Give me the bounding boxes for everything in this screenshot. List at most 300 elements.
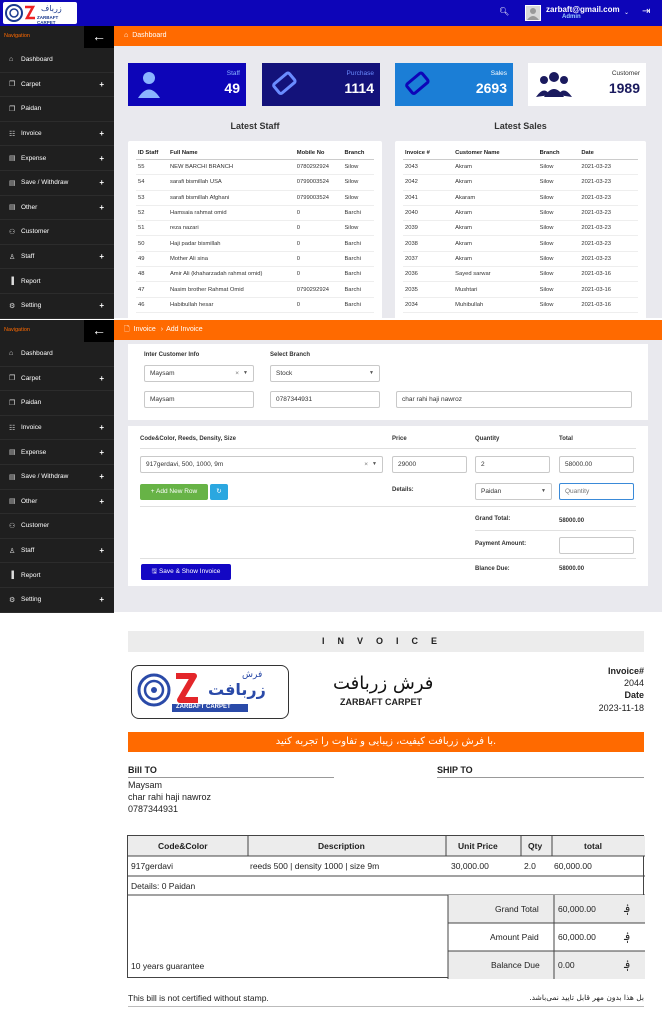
- sidebar-item-label: Expense: [21, 154, 47, 162]
- invoice-number-label: Invoice#: [607, 666, 644, 676]
- save-show-invoice-button[interactable]: [141, 564, 231, 580]
- sidebar-item-label: Save / Withdraw: [21, 473, 69, 481]
- table-row[interactable]: [403, 267, 638, 282]
- table-cell: Barchi: [342, 236, 374, 251]
- user-role: Admin: [562, 14, 581, 20]
- sidebar-item-invoice[interactable]: [0, 122, 114, 147]
- expand-plus-icon[interactable]: +: [99, 496, 104, 506]
- users-icon: ⚇: [9, 228, 16, 236]
- table-cell: Barchi: [342, 205, 374, 220]
- money-icon: ▤: [9, 449, 16, 457]
- afghani-icon: ؋: [624, 958, 631, 971]
- logout-icon[interactable]: ⇥: [642, 6, 651, 17]
- table-row[interactable]: [136, 190, 374, 205]
- sidebar-nav: [0, 26, 114, 318]
- file-icon: ☷: [9, 424, 16, 432]
- logo-ar-text: زربافت: [208, 680, 266, 699]
- stat-purchase[interactable]: [262, 63, 380, 106]
- ticket-icon: [403, 69, 433, 105]
- back-arrow-icon[interactable]: ←: [84, 26, 114, 48]
- sidebar-item-carpet[interactable]: [0, 367, 114, 392]
- breadcrumb: [114, 26, 662, 46]
- sidebar-item-expense[interactable]: [0, 146, 114, 171]
- back-arrow-icon[interactable]: ←: [84, 320, 114, 342]
- stat-purchase-label: Purchase: [346, 70, 374, 77]
- chevron-down-icon: ▼: [369, 370, 374, 376]
- expand-plus-icon[interactable]: +: [99, 252, 104, 262]
- sidebar-title: Navigation: [4, 327, 30, 333]
- home-icon: ⌂: [9, 350, 14, 358]
- stat-staff[interactable]: [128, 63, 246, 106]
- sidebar-item-save-withdraw[interactable]: [0, 465, 114, 490]
- user-icon: ♙: [9, 547, 16, 555]
- company-name-en: ZARBAFT CARPET: [340, 697, 422, 707]
- expand-plus-icon[interactable]: +: [99, 129, 104, 139]
- table-cell: 46: [136, 297, 168, 312]
- expand-plus-icon[interactable]: +: [99, 153, 104, 163]
- logo-ar-small: فرش: [242, 670, 263, 680]
- sidebar-title: Navigation: [4, 33, 30, 39]
- bill-to-heading: Bill TO: [128, 765, 157, 775]
- sidebar-item-invoice[interactable]: [0, 416, 114, 441]
- clear-icon[interactable]: ×: [364, 461, 368, 468]
- sidebar-item-label: Save / Withdraw: [21, 179, 69, 187]
- sidebar-item-setting[interactable]: [0, 588, 114, 613]
- search-icon[interactable]: 🔍︎: [499, 7, 510, 16]
- latest-staff-panel: [128, 141, 382, 318]
- invoice-details: Details: 0 Paidan: [131, 881, 196, 891]
- add-row-button[interactable]: + Add New Row: [140, 484, 208, 500]
- user-icon: [136, 69, 162, 105]
- invoice-logo: [131, 665, 289, 719]
- breadcrumb-dashboard[interactable]: Dashboard: [132, 32, 167, 39]
- customer-phone-input[interactable]: 0787344931: [270, 391, 380, 408]
- branch-select-value: Stock: [276, 370, 293, 377]
- divider: [128, 1006, 644, 1007]
- column-header: Branch: [538, 147, 580, 160]
- table-cell: Silow: [342, 160, 374, 175]
- column-header: Invoice #: [403, 147, 453, 160]
- add-invoice-main: [114, 320, 662, 612]
- staff-table: [136, 147, 374, 313]
- table-cell: 52: [136, 205, 168, 220]
- sidebar-item-label: Paidan: [21, 399, 42, 407]
- sidebar-item-label: Other: [21, 497, 38, 505]
- sidebar-item-label: Staff: [21, 547, 35, 555]
- clear-icon[interactable]: ×: [235, 370, 239, 377]
- table-row[interactable]: [136, 160, 374, 175]
- invoice-date: 2023-11-18: [598, 703, 644, 713]
- sidebar-item-label: Customer: [21, 522, 50, 530]
- sidebar-item-label: Report: [21, 571, 41, 579]
- refresh-button[interactable]: [210, 484, 228, 500]
- refresh-icon: ↻: [216, 488, 222, 495]
- cell-unit-price: 30,000.00: [451, 861, 489, 871]
- table-cell: Akram: [453, 175, 537, 190]
- table-cell: Akram: [453, 251, 537, 266]
- table-cell: Barchi: [342, 251, 374, 266]
- sidebar-item-report[interactable]: [0, 269, 114, 294]
- gear-icon: ⚙: [9, 302, 16, 310]
- divider: [475, 530, 636, 531]
- table-cell: sarafi bismillah USA: [168, 175, 295, 190]
- table-cell: 0: [295, 251, 343, 266]
- sidebar-item-label: Paidan: [21, 105, 42, 113]
- logo-en-text: ZARBAFT CARPET: [176, 704, 231, 710]
- grand-total-label: Grand Total: [495, 904, 539, 914]
- table-row[interactable]: [403, 251, 638, 266]
- sidebar-item-carpet[interactable]: [0, 73, 114, 98]
- sidebar-item-other[interactable]: [0, 490, 114, 515]
- sales-table: [403, 147, 638, 313]
- table-cell: 51: [136, 221, 168, 236]
- divider: [140, 558, 636, 559]
- stat-customer-value: 1989: [608, 80, 640, 96]
- bill-to-name: Maysam: [128, 780, 163, 790]
- user-email[interactable]: zarbaft@gmail.com: [546, 5, 620, 14]
- tag-icon: ❐: [9, 81, 16, 89]
- table-cell: Haji padar bismillah: [168, 236, 295, 251]
- table-cell: 2021-03-23: [579, 205, 638, 220]
- table-row[interactable]: [403, 282, 638, 297]
- table-cell: 0: [295, 236, 343, 251]
- expand-plus-icon[interactable]: +: [99, 79, 104, 89]
- table-cell: 0780292924: [295, 160, 343, 175]
- column-header: Customer Name: [453, 147, 537, 160]
- amount-paid-label: Amount Paid: [490, 932, 539, 942]
- table-cell: Habibullah hesar: [168, 297, 295, 312]
- table-cell: 50: [136, 236, 168, 251]
- table-row[interactable]: [403, 160, 638, 175]
- cell-qty: 2.0: [524, 861, 536, 871]
- table-cell: Barchi: [342, 297, 374, 312]
- sidebar-nav: [0, 320, 114, 612]
- balance-due-label: Balance Due: [491, 960, 540, 970]
- latest-sales-panel: [395, 141, 646, 318]
- breadcrumb-invoice[interactable]: Invoice: [133, 326, 156, 333]
- price-input[interactable]: 29000: [392, 456, 467, 473]
- stat-staff-label: Staff: [226, 70, 240, 77]
- customer-info-label: Inter Customer Info: [144, 352, 200, 358]
- balance-due-value: 58000.00: [559, 566, 585, 572]
- table-cell: 2043: [403, 160, 453, 175]
- grand-total-value: 60,000.00: [558, 904, 596, 914]
- stat-sales-label: Sales: [490, 70, 507, 77]
- table-row[interactable]: [136, 221, 374, 236]
- column-header: Branch: [342, 147, 374, 160]
- column-header: Full Name: [168, 147, 295, 160]
- payment-amount-label: Payment Amount:: [475, 541, 527, 547]
- divider: [140, 506, 636, 507]
- total-column-label: Total: [559, 436, 573, 442]
- table-cell: Muhibullah: [453, 297, 537, 312]
- table-cell: Silow: [538, 160, 580, 175]
- table-cell: Silow: [538, 190, 580, 205]
- home-icon[interactable]: ⌂: [124, 32, 129, 39]
- sidebar-items: [0, 48, 114, 319]
- sidebar-item-customer[interactable]: [0, 514, 114, 539]
- invoice-items-table: [127, 835, 644, 978]
- sidebar-item-customer[interactable]: [0, 220, 114, 245]
- sidebar-item-label: Setting: [21, 302, 42, 310]
- table-row[interactable]: [136, 297, 374, 312]
- item-select[interactable]: [140, 456, 383, 473]
- col-description: Description: [318, 841, 365, 851]
- invoice-number: 2044: [623, 678, 644, 688]
- table-row[interactable]: [403, 236, 638, 251]
- table-cell: 2021-03-23: [579, 160, 638, 175]
- table-cell: 2021-03-16: [579, 282, 638, 297]
- table-cell: 2035: [403, 282, 453, 297]
- invoice-date-label: Date: [624, 690, 644, 700]
- sidebar-item-label: Customer: [21, 228, 50, 236]
- invoice-heading: INVOICE: [128, 631, 644, 652]
- table-cell: 47: [136, 282, 168, 297]
- balance-due-value: 0.00: [558, 960, 575, 970]
- sidebar-item-setting[interactable]: [0, 294, 114, 319]
- tag-icon: ❐: [9, 105, 16, 113]
- sidebar-item-save-withdraw[interactable]: [0, 171, 114, 196]
- balance-due-label: Blance Due:: [475, 566, 510, 572]
- stat-staff-value: 49: [224, 80, 240, 96]
- table-cell: 2037: [403, 251, 453, 266]
- divider: [140, 448, 636, 449]
- chart-icon: ▐: [9, 571, 14, 579]
- afghani-icon: ؋: [624, 930, 631, 943]
- sidebar-item-expense[interactable]: [0, 440, 114, 465]
- table-cell: Barchi: [342, 267, 374, 282]
- company-name-ar: فرش زربافت: [333, 673, 434, 694]
- table-cell: Silow: [538, 297, 580, 312]
- col-unit-price: Unit Price: [458, 841, 498, 851]
- sidebar-item-staff[interactable]: [0, 245, 114, 270]
- items-card: [128, 426, 648, 586]
- customer-card: [128, 344, 648, 420]
- sidebar-item-paidan[interactable]: [0, 391, 114, 416]
- cell-description: reeds 500 | density 1000 | size 9m: [250, 861, 380, 871]
- table-cell: Silow: [538, 282, 580, 297]
- bill-to-address: char rahi haji nawroz: [128, 792, 212, 802]
- divider: [437, 777, 644, 778]
- table-cell: Sayed sarwar: [453, 267, 537, 282]
- sidebar-header: [0, 320, 114, 342]
- sidebar-item-label: Dashboard: [21, 350, 53, 358]
- table-cell: Silow: [538, 236, 580, 251]
- logo-en-text: ZARBAFT CARPET: [37, 15, 59, 25]
- stat-customer-label: Customer: [611, 70, 640, 77]
- col-qty: Qty: [528, 841, 543, 851]
- stat-customer[interactable]: [528, 63, 646, 106]
- bill-to-phone: 0787344931: [128, 804, 179, 814]
- sidebar-item-other[interactable]: [0, 196, 114, 221]
- table-cell: Silow: [538, 175, 580, 190]
- expand-plus-icon[interactable]: +: [99, 178, 104, 188]
- money-icon: ▤: [9, 155, 16, 163]
- table-cell: 2021-03-23: [579, 221, 638, 236]
- table-cell: Akram: [453, 160, 537, 175]
- quantity-input[interactable]: 2: [475, 456, 550, 473]
- item-column-label: Code&Color, Reeds, Density, Size: [140, 436, 236, 442]
- payment-amount-input[interactable]: [559, 537, 634, 554]
- sidebar-item-label: Carpet: [21, 80, 41, 88]
- table-cell: 54: [136, 175, 168, 190]
- table-cell: Mushtari: [453, 282, 537, 297]
- table-cell: 48: [136, 267, 168, 282]
- sidebar-item-dashboard[interactable]: [0, 342, 114, 367]
- expand-plus-icon[interactable]: +: [99, 447, 104, 457]
- grand-total-label: Grand Total:: [475, 516, 511, 522]
- stat-sales[interactable]: [395, 63, 513, 106]
- sidebar-item-report[interactable]: [0, 563, 114, 588]
- table-cell: 0: [295, 221, 343, 236]
- table-cell: Silow: [538, 221, 580, 236]
- sidebar-item-label: Carpet: [21, 374, 41, 382]
- col-total: total: [584, 841, 602, 851]
- branch-label: Select Branch: [270, 352, 311, 358]
- users-icon: [536, 69, 572, 105]
- table-cell: 2038: [403, 236, 453, 251]
- table-row[interactable]: [136, 236, 374, 251]
- details-quantity-input[interactable]: [559, 483, 634, 500]
- guarantee-note: 10 years guarantee: [131, 961, 205, 971]
- money-icon: ▤: [9, 473, 16, 481]
- table-row[interactable]: [403, 205, 638, 220]
- table-cell: 2021-03-16: [579, 267, 638, 282]
- money-icon: ▤: [9, 204, 16, 212]
- stamp-notice-en: This bill is not certified without stamp.: [128, 993, 269, 1003]
- table-cell: 2021-03-23: [579, 190, 638, 205]
- table-cell: 0790292924: [295, 282, 343, 297]
- table-cell: 0799003524: [295, 175, 343, 190]
- grand-total-value: 58000.00: [559, 518, 585, 524]
- table-cell: Nasim brother Rahmat Omid: [168, 282, 295, 297]
- table-cell: Barchi: [342, 282, 374, 297]
- sidebar-item-paidan[interactable]: [0, 97, 114, 122]
- customer-name-input[interactable]: Maysam: [144, 391, 254, 408]
- details-select-value: Paidan: [481, 488, 502, 495]
- expand-plus-icon[interactable]: +: [99, 546, 104, 556]
- file-icon: 🗋︎: [124, 326, 130, 333]
- sidebar-items: [0, 342, 114, 613]
- table-cell: sarafi bismillah Afghani: [168, 190, 295, 205]
- table-row[interactable]: [136, 251, 374, 266]
- table-cell: Silow: [342, 175, 374, 190]
- chevron-down-icon: ▼: [372, 461, 377, 467]
- column-header: Mobile No: [295, 147, 343, 160]
- ticket-icon: [270, 69, 300, 105]
- money-icon: ▤: [9, 179, 16, 187]
- latest-staff-title: Latest Staff: [230, 121, 280, 131]
- table-row[interactable]: [403, 190, 638, 205]
- afghani-icon: ؋: [624, 902, 631, 915]
- expand-plus-icon[interactable]: +: [99, 202, 104, 212]
- breadcrumb-separator: ›: [160, 326, 164, 333]
- cell-total: 60,000.00: [554, 861, 592, 871]
- slogan-banner: با فرش زربافت کیفیت، زیبایی و تفاوت را تجربه کنید.: [128, 732, 644, 752]
- table-row[interactable]: [136, 175, 374, 190]
- avatar[interactable]: [525, 5, 541, 21]
- table-row[interactable]: [136, 205, 374, 220]
- sidebar-item-label: Expense: [21, 448, 47, 456]
- sidebar-item-dashboard[interactable]: [0, 48, 114, 73]
- table-cell: 0799003524: [295, 190, 343, 205]
- sidebar-item-staff[interactable]: [0, 539, 114, 564]
- table-cell: reza nazari: [168, 221, 295, 236]
- sidebar-item-label: Invoice: [21, 130, 42, 138]
- breadcrumb-add-invoice: Add Invoice: [166, 326, 203, 333]
- expand-plus-icon[interactable]: +: [99, 472, 104, 482]
- col-code-color: Code&Color: [158, 841, 208, 851]
- expand-plus-icon[interactable]: +: [99, 423, 104, 433]
- amount-paid-value: 60,000.00: [558, 932, 596, 942]
- chart-icon: ▐: [9, 277, 14, 285]
- gear-icon: ⚙: [9, 596, 16, 604]
- table-cell: 2042: [403, 175, 453, 190]
- table-cell: 2021-03-16: [579, 297, 638, 312]
- table-cell: Akram: [453, 236, 537, 251]
- sidebar-item-label: Other: [21, 203, 38, 211]
- table-row[interactable]: [136, 282, 374, 297]
- table-cell: Amir Ali (khaharzadah rahmat omid): [168, 267, 295, 282]
- user-icon: ♙: [9, 253, 16, 261]
- table-cell: Mother Ali sina: [168, 251, 295, 266]
- quantity-column-label: Quantity: [475, 436, 500, 442]
- column-header: ID Staff: [136, 147, 168, 160]
- table-cell: 2034: [403, 297, 453, 312]
- sidebar-item-label: Invoice: [21, 424, 42, 432]
- expand-plus-icon[interactable]: +: [99, 595, 104, 605]
- logo-ar-text: زرباف: [41, 4, 62, 13]
- table-row[interactable]: [136, 267, 374, 282]
- table-row[interactable]: [403, 221, 638, 236]
- table-cell: 55: [136, 160, 168, 175]
- branch-select[interactable]: [270, 365, 380, 382]
- total-input[interactable]: 58000.00: [559, 456, 634, 473]
- table-cell: 0: [295, 205, 343, 220]
- customer-select[interactable]: [144, 365, 254, 382]
- cell-code: 917gerdavi: [131, 861, 174, 871]
- expand-plus-icon[interactable]: +: [99, 301, 104, 311]
- breadcrumb: [114, 320, 662, 340]
- details-label: Details:: [392, 487, 414, 493]
- table-cell: NEW BARCHI BRANCH: [168, 160, 295, 175]
- table-cell: 2021-03-23: [579, 175, 638, 190]
- table-cell: Silow: [538, 267, 580, 282]
- sidebar-item-label: Dashboard: [21, 56, 53, 64]
- latest-sales-title: Latest Sales: [494, 121, 547, 131]
- table-row[interactable]: [403, 175, 638, 190]
- chevron-down-icon[interactable]: ⌄: [624, 10, 630, 16]
- customer-select-value: Maysam: [150, 370, 175, 377]
- expand-plus-icon[interactable]: +: [99, 373, 104, 383]
- table-cell: Silow: [538, 205, 580, 220]
- table-cell: 0: [295, 267, 343, 282]
- details-select[interactable]: [475, 483, 552, 500]
- top-bar: [0, 0, 662, 26]
- table-row[interactable]: [403, 297, 638, 312]
- table-cell: Akram: [453, 221, 537, 236]
- table-cell: Silow: [342, 190, 374, 205]
- sidebar-item-label: Report: [21, 277, 41, 285]
- table-cell: 2021-03-23: [579, 251, 638, 266]
- stat-purchase-value: 1114: [344, 80, 374, 96]
- sidebar-header: [0, 26, 114, 48]
- table-cell: 49: [136, 251, 168, 266]
- users-icon: ⚇: [9, 522, 16, 530]
- brand-logo[interactable]: [3, 2, 77, 24]
- stamp-notice-ar: بل هذا بدون مهر قابل تایید نمی‌باشد.: [529, 993, 644, 1002]
- customer-address-input[interactable]: char rahi haji nawroz: [396, 391, 632, 408]
